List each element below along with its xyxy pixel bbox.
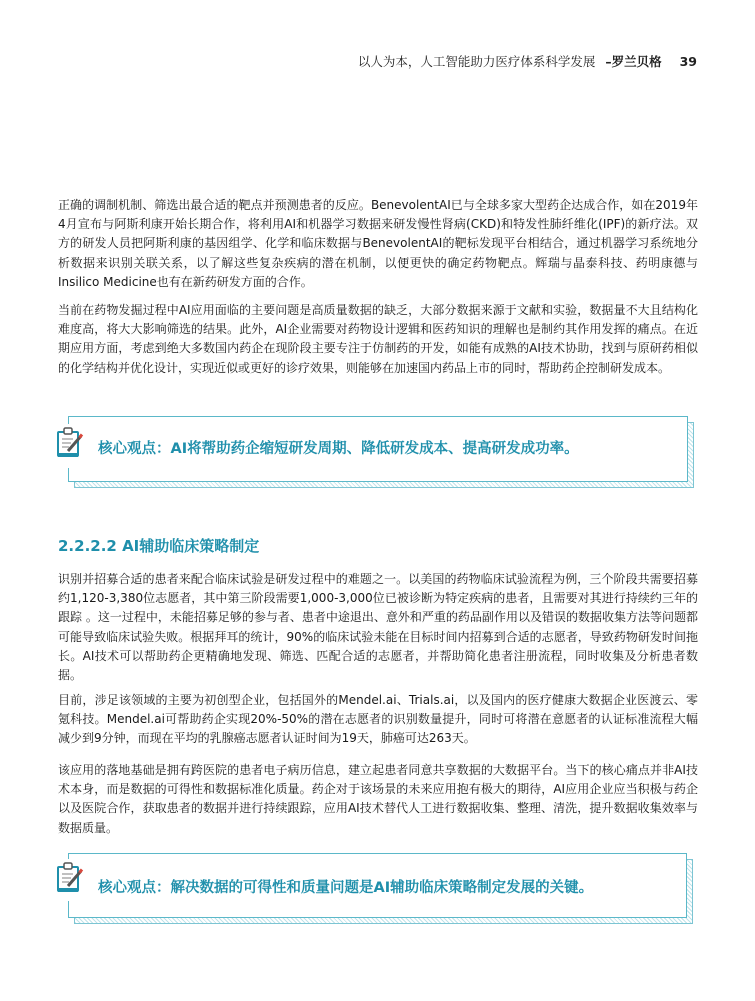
section-heading: 2.2.2.2 AI辅助临床策略制定 xyxy=(58,537,260,555)
body-paragraph: 该应用的落地基础是拥有跨医院的患者电子病历信息，建立起患者同意共享数据的大数据平台。当下的核心痛点并非AI技术本身，而是数据的可得性和数据标准化质量。药企对于该场景的未来应用抱有极大的期待，AI应用企业应当积极与药企以及医院合作，获取患者的数据并进行持续跟踪，应用AI技术替代人工进行数据收集、整理、清洗，提升数据收集效率与数据质量。 xyxy=(58,763,698,835)
report-title: 以人为本，人工智能助力医疗体系科学发展 xyxy=(357,54,596,69)
clipboard-pencil-icon xyxy=(56,426,86,460)
body-paragraph: 识别并招募合适的患者来配合临床试验是研发过程中的难题之一。以美国的药物临床试验流程为例，三个阶段共需要招募约1,120-3,380位志愿者，其中第三阶段需要1,000-3,000位已被诊断为特定疾病的患者，且需要对其进行持续约三年的跟踪 。这一过程中，未能招募足够的参与者、患者中途退出、意外和严重的药品副作用以及错误的数据收集方法等问题都可能导致临床试验失败。根据拜耳的统计，90%的临床试验未能在目标时间内招募到合适的志愿者，导致药物研发时间拖长。AI技术可以帮助药企更精确地发现、筛选、匹配合适的志愿者，并帮助简化患者注册流程，同时收集及分析患者数据。 xyxy=(58,572,698,683)
key-point-box xyxy=(68,853,687,918)
brand-name: –罗兰贝格 xyxy=(605,54,662,69)
body-paragraph: 目前，涉足该领域的主要为初创型企业，包括国外的Mendel.ai、Trials.ai，以及国内的医疗健康大数据企业医渡云、零氪科技。Mendel.ai可帮助药企实现20%-50%的潜在志愿者的识别数量提升，同时可将潜在意愿者的认证标准流程大幅减少到9分钟，而现在平均的乳腺癌志愿者认证时间为19天，肺癌可达263天。 xyxy=(58,693,698,746)
key-point-box xyxy=(68,416,688,482)
body-paragraph: 当前在药物发掘过程中AI应用面临的主要问题是高质量数据的缺乏，大部分数据来源于文献和实验，数据量不大且结构化难度高，将大大影响筛选的结果。此外，AI企业需要对药物设计逻辑和医药知识的理解也是制约其作用发挥的痛点。在近期应用方面，考虑到绝大多数国内药企在现阶段主要专注于仿制药的开发，如能有成熟的AI技术协助，找到与原研药相似的化学结构并优化设计，实现近似或更好的诊疗效果，则能够在加速国内药品上市的同时，帮助药企控制研发成本。 xyxy=(58,303,698,375)
clipboard-pencil-icon xyxy=(56,861,86,895)
body-paragraph: 正确的调制机制、筛选出最合适的靶点并预测患者的反应。BenevolentAI已与全球多家大型药企达成合作，如在2019年4月宣布与阿斯利康开始长期合作，将利用AI和机器学习数据来研发慢性肾病(CKD)和特发性肺纤维化(IPF)的新疗法。双方的研发人员把阿斯利康的基因组学、化学和临床数据与BenevolentAI的靶标发现平台相结合，通过机器学习系统地分析数据来识别关联关系，以了解这些复杂疾病的潜在机制，以便更快的确定药物靶点。辉瑞与晶泰科技、药明康德与Insilico Medicine也有在新药研发方面的合作。 xyxy=(58,198,698,289)
key-point-text: 核心观点：AI将帮助药企缩短研发周期、降低研发成本、提高研发成功率。 xyxy=(98,441,579,457)
page-header xyxy=(358,52,697,70)
key-point-text: 核心观点：解决数据的可得性和质量问题是AI辅助临床策略制定发展的关键。 xyxy=(98,880,594,896)
page-number: 39 xyxy=(679,54,697,69)
